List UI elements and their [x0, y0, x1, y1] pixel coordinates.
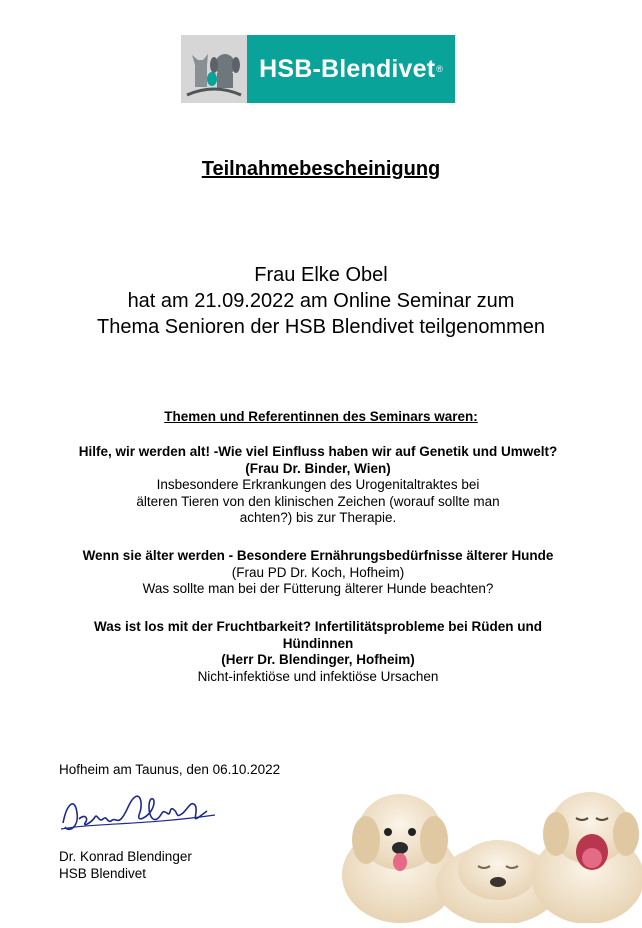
brand-name: HSB-Blendivet [259, 54, 436, 83]
signer-name: Dr. Konrad Blendinger [59, 849, 192, 864]
brand-logo [181, 35, 455, 103]
place-and-date: Hofheim am Taunus, den 06.10.2022 [59, 762, 281, 777]
participant-name: Frau Elke Obel [254, 264, 388, 286]
brand-name-panel [247, 35, 455, 103]
topic-block [40, 444, 596, 527]
topic-title: Was ist los mit der Fruchtbarkeit? Infertilitätsprobleme bei Rüden und [93, 619, 543, 634]
puppies-photo [338, 760, 642, 923]
topic-block [40, 548, 596, 598]
pets-silhouette-icon [181, 35, 247, 103]
themes-heading: Themen und Referentinnen des Seminars waren: [164, 409, 478, 424]
topic-title: Wenn sie älter werden - Besondere Ernährungsbedürfnisse älterer Hunde [82, 548, 554, 563]
signer-organization: HSB Blendivet [59, 866, 147, 881]
certificate-title: Teilnahmebescheinigung [201, 158, 441, 180]
topic-speaker: (Frau Dr. Binder, Wien) [245, 460, 391, 476]
topic-description-line: Insbesondere Erkrankungen des Urogenitaltraktes bei [156, 477, 480, 492]
topic-description-line: Nicht-infektiöse und infektiöse Ursachen [197, 668, 439, 684]
handwritten-signature [55, 783, 220, 841]
topic-block [40, 619, 596, 685]
participation-date-line: hat am 21.09.2022 am Online Seminar zum [127, 290, 515, 312]
registered-mark: ® [436, 64, 443, 74]
topic-speaker: (Frau PD Dr. Koch, Hofheim) [231, 564, 405, 580]
participation-topic-line: Thema Senioren der HSB Blendivet teilgenommen [96, 316, 546, 338]
participant-statement [0, 262, 642, 340]
topic-speaker: (Herr Dr. Blendinger, Hofheim) [221, 652, 415, 667]
topic-description-line: achten?) bis zur Therapie. [239, 510, 397, 525]
topic-description-line: Was sollte man bei der Fütterung älterer Hunde beachten? [142, 581, 494, 596]
topic-description-line: älteren Tieren von den klinischen Zeichen (worauf sollte man [136, 493, 500, 509]
topic-title: Hündinnen [282, 635, 354, 651]
signer-block [59, 848, 192, 882]
topic-title: Hilfe, wir werden alt! -Wie viel Einfluss haben wir auf Genetik und Umwelt? [78, 444, 558, 459]
